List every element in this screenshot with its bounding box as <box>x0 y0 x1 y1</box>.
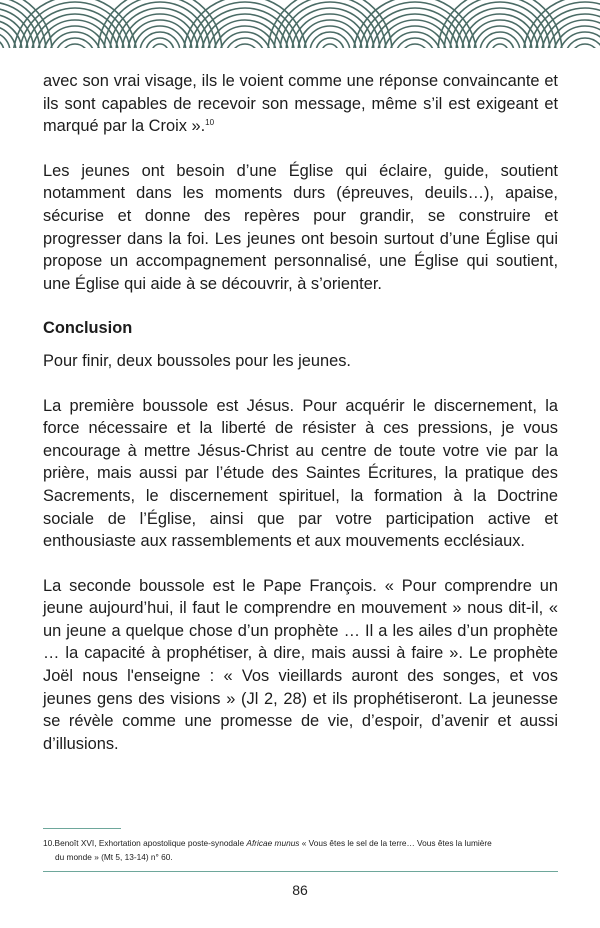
arc-ring <box>0 8 34 48</box>
page-number: 86 <box>292 882 308 898</box>
page-body <box>43 70 558 777</box>
arc-ring <box>225 38 265 48</box>
footnote-text: Benoît XVI, Exhortation apostolique poste-synodale <box>54 838 247 848</box>
arc-ring <box>395 38 435 48</box>
arc-group <box>268 0 392 48</box>
footnote-continuation: du monde » (Mt 5, 13-14) n° 60. <box>55 852 173 862</box>
arc-ring <box>19 2 131 48</box>
arc-ring <box>55 38 95 48</box>
paragraph-2: Les jeunes ont besoin d’une Église qui éclaire, guide, soutient notamment dans les moments durs (épreuves, deuils…), apaise, sécurise et donne des repères pour grandir, se construire et progresser dans la foi. Les jeunes ont besoin surtout d’une Église qui propose un accompagnement personnalisé, une Église qui soutient, une Église qui aide à se découvrir, à s’orienter. <box>43 161 558 293</box>
arc-ring <box>565 38 600 48</box>
arc-ring <box>122 14 198 48</box>
arc-ring <box>316 38 344 48</box>
arc-ring <box>462 14 538 48</box>
arc-ring <box>61 44 89 48</box>
paragraph-4: La première boussole est Jésus. Pour acquérir le discernement, la force nécessaire et la liberté de résister à ces pressions, je vous encourage à mettre Jésus-Christ au centre de toute votre vie par la prière, mais aussi par l’étude des Saintes Écritures, la pratique des Sacrements, le discernement spirituel, la formation à la Doctrine sociale de l’Église, ainsi que par votre participation active et enthousiaste aux rassemblements et aux mouvements ecclésiaux. <box>43 396 558 551</box>
arc-ring <box>486 38 514 48</box>
arc-ring <box>359 2 471 48</box>
arc-ring <box>480 32 520 48</box>
paragraph-5: La seconde boussole est le Pape François. « Pour comprendre un jeune aujourd’hui, il faut le comprendre en mouvement » nous dit-il, « un jeune a quelque chose d’un prophète … Il a les ailes d’un prophète … la capacité à prophétiser, à dire, mais aussi à faire ». Le prophète Joël nous l'enseigne : « Vos vieillards auront des songes, et vos jeunes gens des visions » (Jl 2, 28) et ils prophétiseront. La jeunesse se révèle comme une promesse de vie, d’espoir, d’avenir et aussi d’illusions. <box>43 576 558 753</box>
arc-ring <box>571 44 599 48</box>
arc-ring <box>0 38 4 48</box>
arc-ring <box>219 32 271 48</box>
arc-ring <box>292 14 368 48</box>
paragraph-3: Pour finir, deux boussoles pour les jeunes. <box>43 351 351 370</box>
decorative-header-band <box>0 0 600 48</box>
arc-ring <box>389 32 441 48</box>
arc-ring <box>189 2 301 48</box>
section-heading: Conclusion <box>43 319 133 338</box>
footnote-text-after: « Vous êtes le sel de la terre… Vous êtes la lumière <box>299 838 492 848</box>
arc-ring <box>310 32 350 48</box>
footnote-number: 10. <box>43 838 55 848</box>
arc-ring <box>322 44 338 48</box>
page-bottom-divider <box>43 871 558 872</box>
arc-ring <box>401 44 429 48</box>
arc-ring <box>152 44 168 48</box>
arc-ring <box>140 32 180 48</box>
paragraph-1: avec son vrai visage, ils le voient comme une réponse convaincante et ils sont capables de recevoir son message, même s’il est exigeant et marqué par la Croix ».$^{10}$ <box>43 72 558 136</box>
arc-ring <box>146 38 174 48</box>
arc-group <box>98 0 222 48</box>
footnote-reference[interactable]: 10 <box>205 118 215 128</box>
concentric-arcs-pattern <box>0 0 600 48</box>
footnote-divider <box>43 828 121 829</box>
footnote <box>43 836 558 864</box>
footnote-title: Africae munus <box>246 838 300 848</box>
arc-group <box>0 0 52 48</box>
arc-ring <box>49 32 101 48</box>
arc-ring <box>231 44 259 48</box>
arc-group <box>438 0 562 48</box>
arc-ring <box>492 44 508 48</box>
